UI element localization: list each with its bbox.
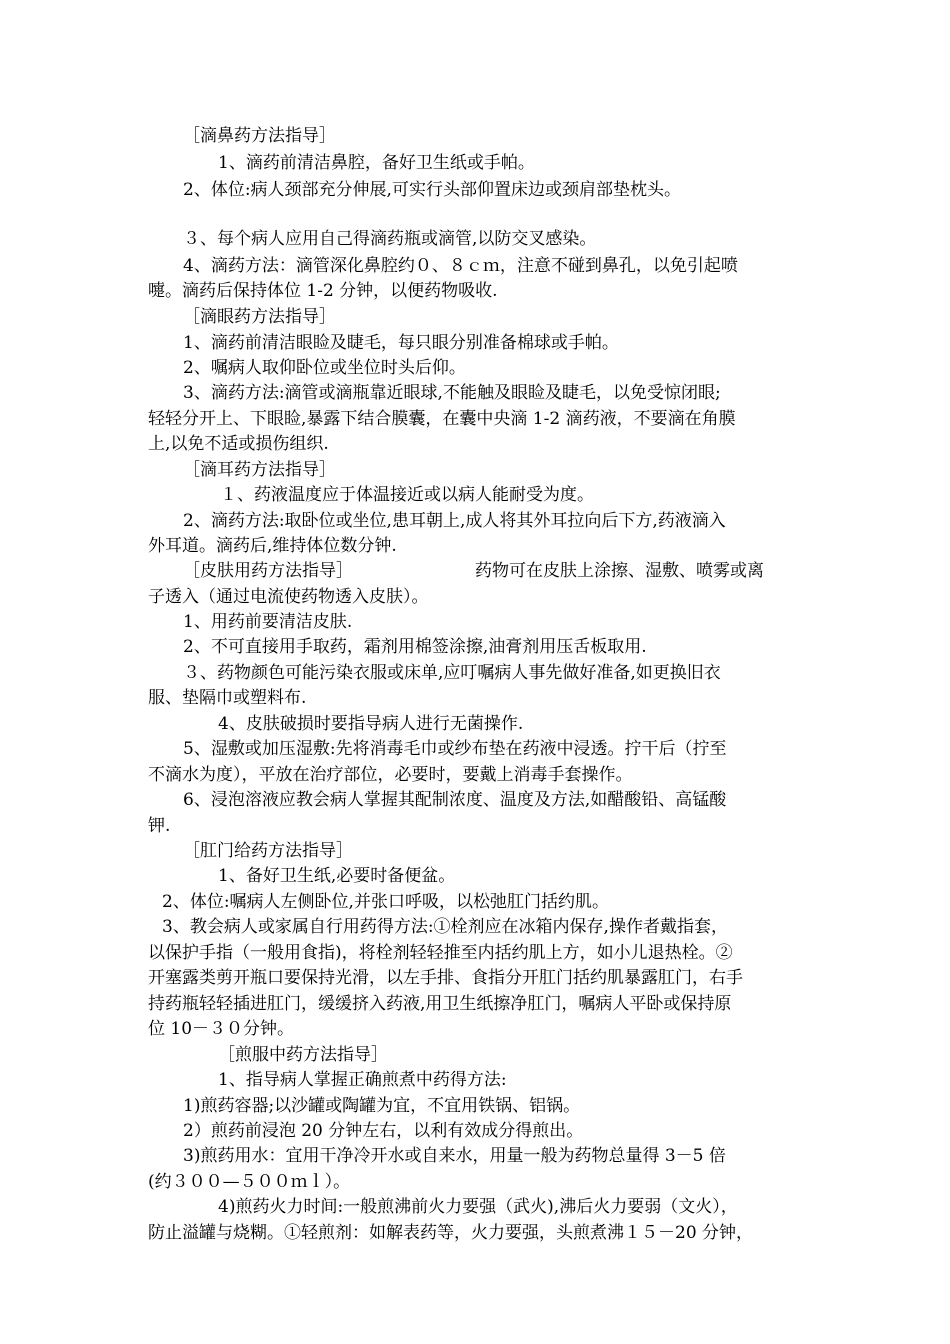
section-heading-rectal: ［肛门给药方法指导］ [183,841,353,861]
paragraph-line: 位 10－３０分钟。 [148,1019,295,1039]
paragraph-line: 1、用药前要清洁皮肤. [183,612,353,632]
paragraph-line: 服、垫隔巾或塑料布. [148,688,307,708]
paragraph-line: 1、指导病人掌握正确煎煮中药得方法: [218,1070,507,1090]
paragraph-line: 3、教会病人或家属自行用药得方法:①栓剂应在冰箱内保存,操作者戴指套， [162,917,728,937]
paragraph-line: 不滴水为度），平放在治疗部位，必要时，要戴上消毒手套操作。 [148,765,633,785]
paragraph-line: 1)煎药容器;以沙罐或陶罐为宜，不宜用铁锅、铝锅。 [183,1096,581,1116]
paragraph-line: 4、皮肤破损时要指导病人进行无菌操作. [218,714,524,734]
paragraph-line: 子透入（通过电流使药物透入皮肤）。 [148,587,429,607]
section-heading-ear-drops: ［滴耳药方法指导］ [183,460,336,480]
paragraph-line: 5、湿敷或加压湿敷:先将消毒毛巾或纱布垫在药液中浸透。拧干后（拧至 [183,739,727,759]
paragraph-line: 开塞露类剪开瓶口要保持光滑，以左手排、食指分开肛门括约肌暴露肛门，右手 [148,968,743,988]
paragraph-line: 嚏。滴药后保持体位 1-2 分钟，以便药物吸收. [148,281,498,301]
section-heading-eye-drops: ［滴眼药方法指导］ [183,307,336,327]
paragraph-line: 上,以免不适或损伤组织. [148,434,329,454]
paragraph-line: 防止溢罐与烧糊。①轻煎剂：如解表药等，火力要强，头煎煮沸１５－20 分钟， [148,1223,754,1243]
section-heading-skin-medication: ［皮肤用药方法指导］ [183,561,353,581]
paragraph-line: 3、滴药方法:滴管或滴瓶靠近眼球,不能触及眼睑及睫毛，以免受惊闭眼; [183,383,721,403]
paragraph-line: 1、滴药前清洁鼻腔，备好卫生纸或手帕。 [218,153,535,173]
paragraph-line: 3)煎药用水：宜用干净冷开水或自来水，用量一般为药物总量得 3－5 倍 [183,1146,726,1166]
paragraph-line: 外耳道。滴药后,维持体位数分钟. [148,536,397,556]
paragraph-line: 持药瓶轻轻插进肛门，缓缓挤入药液,用卫生纸擦净肛门，嘱病人平卧或保持原 [148,994,732,1014]
paragraph-line: 以保护手指（一般用食指)，将栓剂轻轻推至内括约肌上方，如小儿退热栓。② [148,943,733,963]
paragraph-line: 2、滴药方法:取卧位或坐位,患耳朝上,成人将其外耳拉向后下方,药液滴入 [183,511,726,531]
paragraph-line: 6、浸泡溶液应教会病人掌握其配制浓度、温度及方法,如醋酸铅、高锰酸 [183,790,727,810]
paragraph-line: 4)煎药火力时间:一般煎沸前火力要强（武火),沸后火力要弱（文火）， [218,1197,738,1217]
paragraph-line: ３、每个病人应用自己得滴药瓶或滴管,以防交叉感染。 [183,229,597,249]
section-heading-herbal-decoction: ［煎服中药方法指导］ [218,1045,388,1065]
paragraph-line: 2、体位:病人颈部充分伸展,可实行头部仰置床边或颈肩部垫枕头。 [183,180,681,200]
paragraph-line: ３、药物颜色可能污染衣服或床单,应叮嘱病人事先做好准备,如更换旧衣 [183,663,721,683]
paragraph-line: 药物可在皮肤上涂擦、湿敷、喷雾或离 [475,561,764,581]
paragraph-line: 2、不可直接用手取药，霜剂用棉签涂擦,油膏剂用压舌板取用. [183,637,647,657]
paragraph-line: 4、滴药方法：滴管深化鼻腔约０、８ｃｍ，注意不碰到鼻孔，以免引起喷 [183,256,738,276]
paragraph-line: 2）煎药前浸泡 20 分钟左右，以利有效成分得煎出。 [183,1121,584,1141]
paragraph-line: 钾. [148,816,171,836]
paragraph-line: 1、滴药前清洁眼睑及睫毛，每只眼分别准备棉球或手帕。 [183,333,619,353]
section-heading-nasal-drops: ［滴鼻药方法指导］ [183,126,336,146]
paragraph-line: 2、体位:嘱病人左侧卧位,并张口呼吸，以松弛肛门括约肌。 [162,892,609,912]
paragraph-line: 1、备好卫生纸,必要时备便盆。 [218,866,456,886]
paragraph-line: １、药液温度应于体温接近或以病人能耐受为度。 [220,485,594,505]
paragraph-line: 轻轻分开上、下眼睑,暴露下结合膜囊，在囊中央滴 1-2 滴药液，不要滴在角膜 [148,409,736,429]
paragraph-line: 2、嘱病人取仰卧位或坐位时头后仰。 [183,358,466,378]
paragraph-line: (约３００—５００ｍｌ）。 [148,1172,351,1192]
